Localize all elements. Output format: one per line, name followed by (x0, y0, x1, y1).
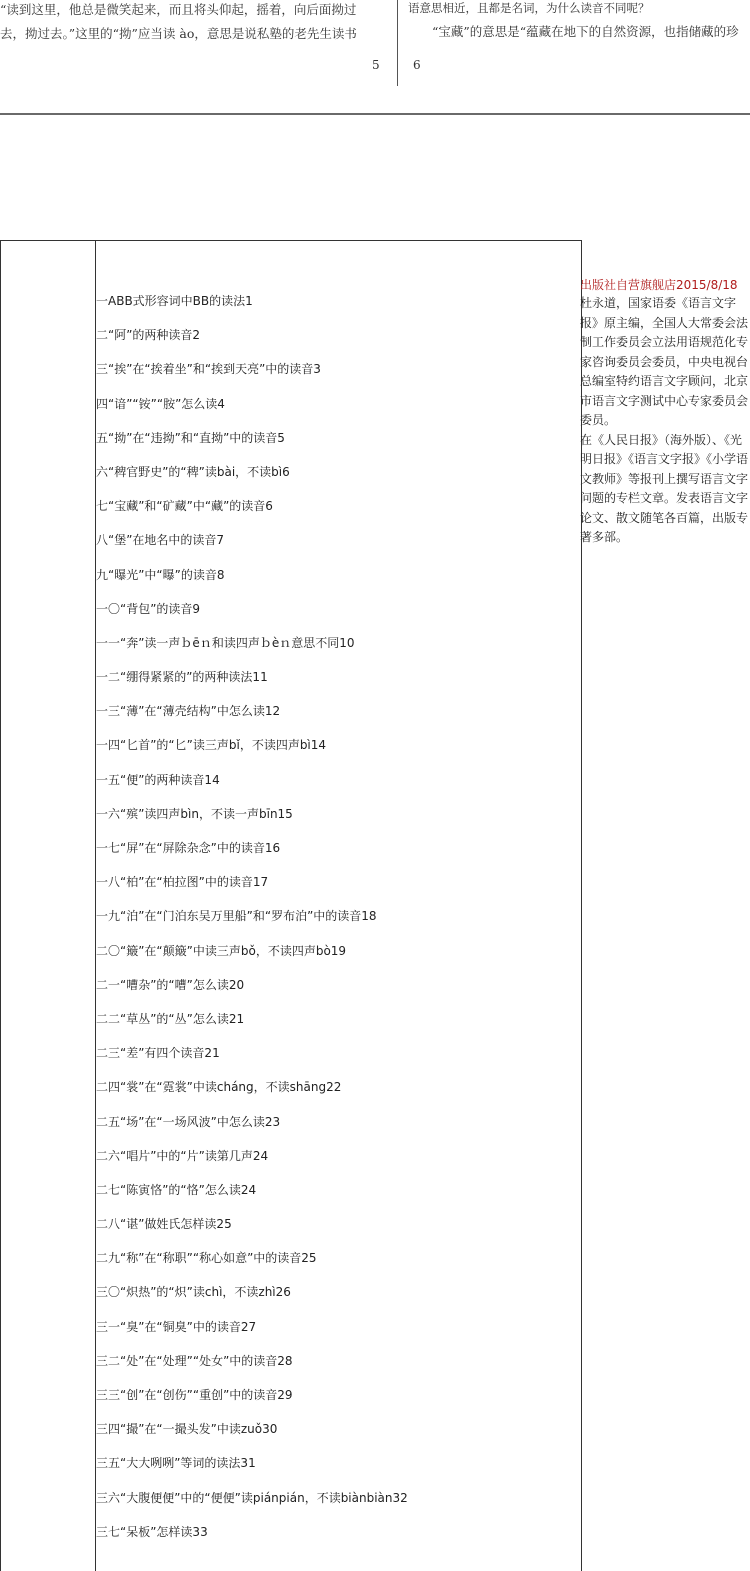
toc-item[interactable]: 二八“谌”做姓氏怎样读25 (96, 1217, 232, 1232)
toc-item[interactable]: 九“曝光”中“曝”的读音8 (96, 567, 225, 582)
page-divider (397, 0, 398, 86)
toc-item[interactable]: 二九“称”在“称职”“称心如意”中的读音25 (96, 1251, 317, 1266)
toc-list (96, 293, 408, 1558)
toc-item[interactable]: 六“稗官野史”的“稗”读bài，不读bì6 (96, 464, 290, 479)
toc-item[interactable]: 三“挨”在“挨着坐”和“挨到天亮”中的读音3 (96, 362, 321, 377)
toc-item[interactable]: 一六“殡”读四声bìn，不读一声bīn15 (96, 806, 293, 821)
book-scan-strip (0, 0, 750, 116)
scan-left-line-2: 去，拗过去。”这里的“拗”应当读 ào，意思是说私塾的老先生读书 (0, 26, 357, 41)
toc-item[interactable]: 一二“绷得紧紧的”的两种读法11 (96, 670, 268, 685)
toc-item[interactable]: 二〇“簸”在“颠簸”中读三声bǒ，不读四声bò19 (96, 943, 347, 958)
seller-info-panel (580, 276, 750, 548)
toc-item[interactable]: 一三“薄”在“薄壳结构”中怎么读12 (96, 704, 281, 719)
toc-item[interactable]: 三〇“炽热”的“炽”读chì，不读zhì26 (96, 1285, 291, 1300)
toc-item[interactable]: 一五“便”的两种读音14 (96, 772, 220, 787)
toc-item[interactable]: 二“阿”的两种读音2 (96, 328, 201, 343)
toc-item[interactable]: 二一“嘈杂”的“嘈”怎么读20 (96, 977, 245, 992)
toc-item[interactable]: 三一“臭”在“铜臭”中的读音27 (96, 1319, 257, 1334)
toc-item[interactable]: 一〇“背包”的读音9 (96, 601, 201, 616)
table-of-contents-frame (0, 240, 582, 1571)
toc-item[interactable]: 七“宝藏”和“矿藏”中“藏”的读音6 (96, 499, 273, 514)
toc-item[interactable]: 四“谙”“铵”“胺”怎么读4 (96, 396, 225, 411)
author-bio: 杜永道，国家语委《语言文字报》原主编，全国人大常委会法制工作委员会立法用语规范化专家咨询委员会委员，中央电视台总编室特约语言文字顾问，北京市语言文字测试中心专家委员会委员。 (580, 296, 749, 427)
toc-item[interactable]: 二六“唱片”中的“片”读第几声24 (96, 1148, 269, 1163)
toc-item[interactable]: 三七“呆板”怎样读33 (96, 1524, 208, 1539)
scan-left-line-1: “读到这里，他总是微笑起来，而且将头仰起，摇着，向后面拗过 (0, 2, 357, 17)
toc-item[interactable]: 二七“陈寅恪”的“恪”怎么读24 (96, 1182, 257, 1197)
toc-item[interactable]: 二五“场”在“一场风波”中怎么读23 (96, 1114, 281, 1129)
toc-item[interactable]: 一四“匕首”的“匕”读三声bǐ，不读四声bì14 (96, 738, 327, 753)
right-page-number: 6 (413, 58, 421, 72)
toc-item[interactable]: 三五“大大咧咧”等词的读法31 (96, 1456, 256, 1471)
toc-item[interactable]: 八“堡”在地名中的读音7 (96, 533, 225, 548)
store-title[interactable]: 出版社自营旗舰店2015/8/18 (580, 278, 738, 292)
toc-item[interactable]: 一七“屏”在“屏除杂念”中的读音16 (96, 841, 281, 855)
scan-left-page (0, 0, 392, 46)
author-publications: 在《人民日报》（海外版）、《光明日报》《语言文字报》《小学语文教师》等报刊上撰写语言文字问题的专栏文章。发表语言文字论文、散文随笔各百篇，出版专著多部。 (580, 432, 749, 544)
left-page-number: 5 (372, 58, 380, 72)
toc-item[interactable]: 二三“差”有四个读音21 (96, 1046, 220, 1061)
toc-item[interactable]: 三二“处”在“处理”“处女”中的读音28 (96, 1353, 293, 1368)
toc-item[interactable]: 一ABB式形容词中BB的读法1 (96, 294, 253, 308)
toc-item[interactable]: 五“拗”在“违拗”和“直拗”中的读音5 (96, 430, 285, 445)
toc-item[interactable]: 三四“撮”在“一撮头发”中读zuǒ30 (96, 1422, 278, 1437)
scan-right-line-2: “宝藏”的意思是“蕴藏在地下的自然资源，也指储藏的珍 (432, 24, 739, 39)
toc-item[interactable]: 一一“奔”读一声ｂēｎ和读四声ｂèｎ意思不同10 (96, 635, 355, 650)
toc-item[interactable]: 一九“泊”在“门泊东吴万里船”和“罗布泊”中的读音18 (96, 909, 377, 924)
toc-item[interactable]: 二四“裳”在“霓裳”中读cháng，不读shāng22 (96, 1080, 342, 1095)
toc-item[interactable]: 三三“创”在“创伤”“重创”中的读音29 (96, 1388, 293, 1402)
toc-item[interactable]: 一八“柏”在“柏拉图”中的读音17 (96, 875, 269, 890)
scan-right-page (408, 0, 750, 44)
scan-bottom-rule (0, 113, 750, 115)
toc-item[interactable]: 三六“大腹便便”中的“便便”读piánpián，不读biànbiàn32 (96, 1490, 408, 1505)
scan-right-line-1: 语意思相近，且都是名词，为什么读音不同呢？ (408, 1, 650, 15)
toc-item[interactable]: 二二“草丛”的“丛”怎么读21 (96, 1011, 245, 1026)
